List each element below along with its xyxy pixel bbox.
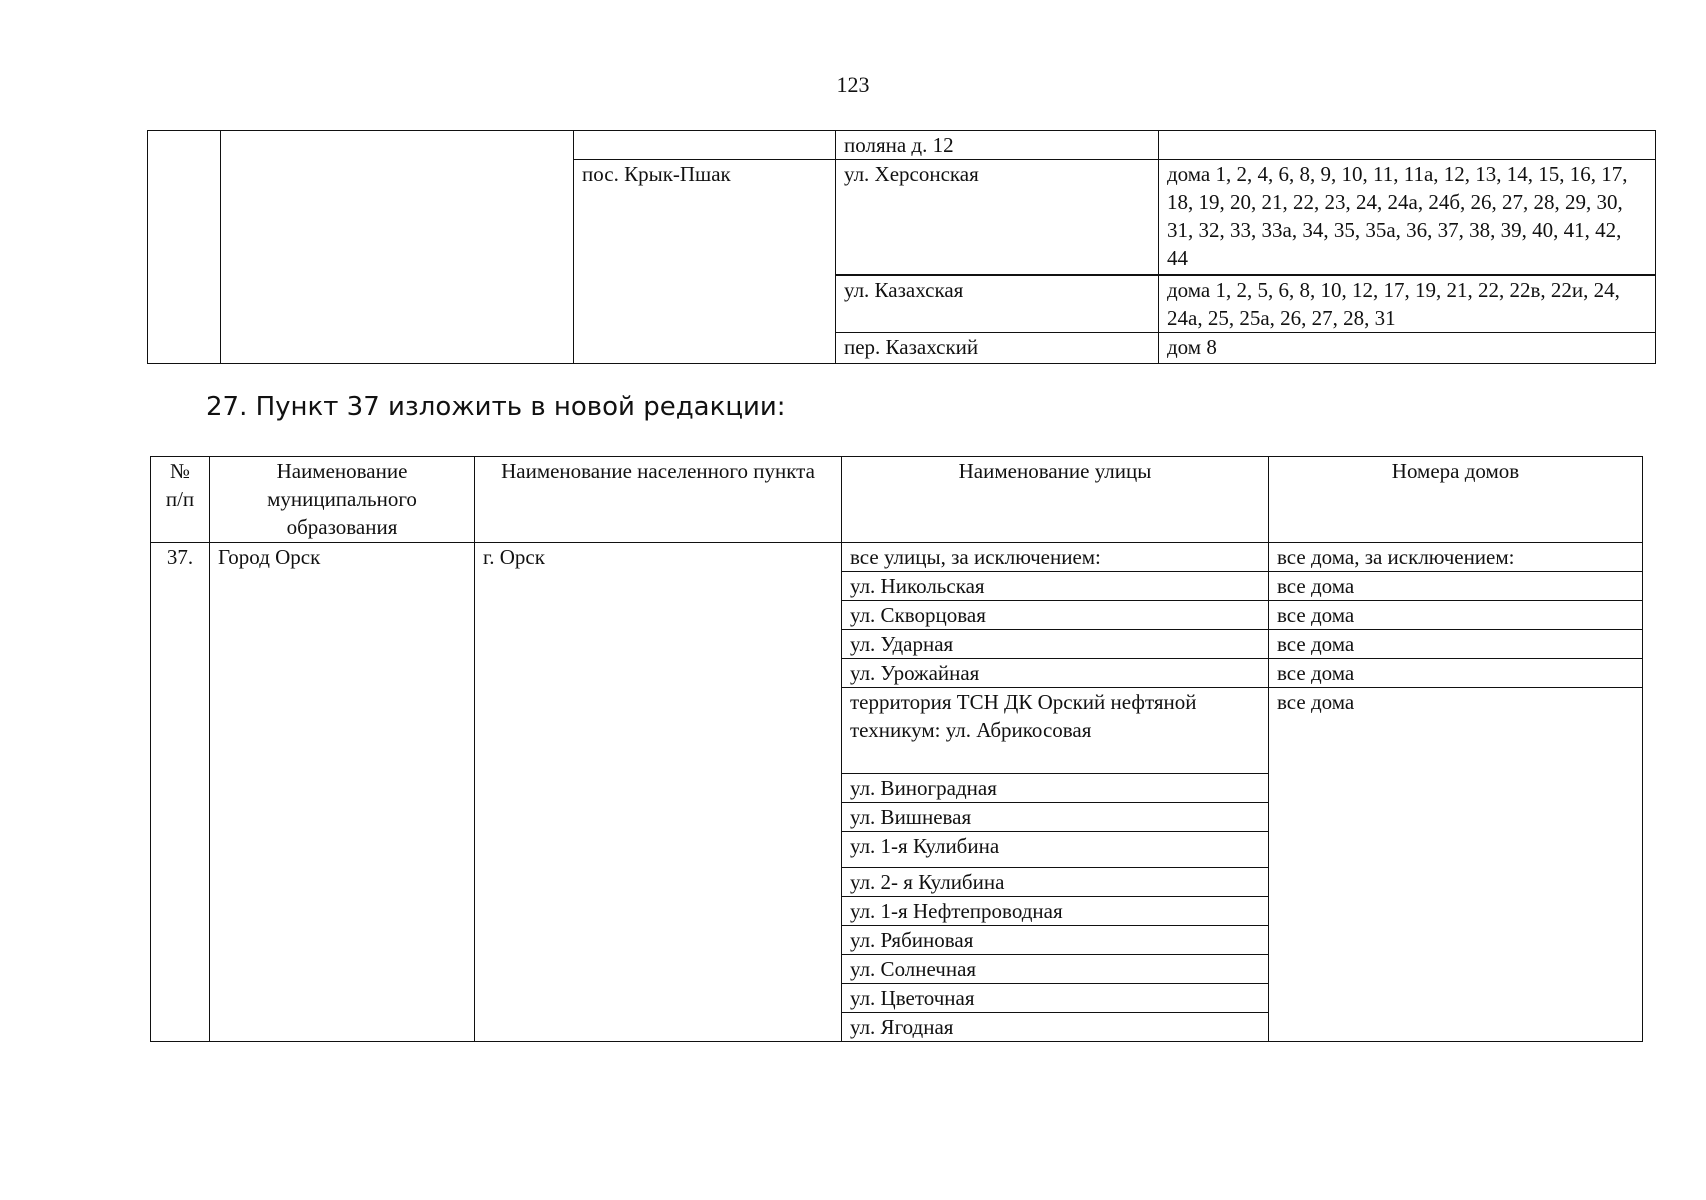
street-cell: ул. Вишневая: [842, 803, 1269, 832]
street-cell: ул. Херсонская: [836, 160, 1159, 275]
header-num: № п/п: [151, 457, 210, 543]
street-cell: ул. Казахская: [836, 275, 1159, 333]
street-cell: ул. Солнечная: [842, 955, 1269, 984]
header-houses: Номера домов: [1269, 457, 1643, 543]
street-cell: ул. Скворцовая: [842, 601, 1269, 630]
locality-cell: пос. Крык-Пшак: [574, 160, 836, 364]
street-cell: ул. Никольская: [842, 572, 1269, 601]
houses-cell: [1159, 131, 1656, 160]
municipality-cell: [221, 131, 574, 364]
street-cell: территория ТСН ДК Орский нефтяной техникум: ул. Абрикосовая: [842, 688, 1269, 774]
houses-cell: все дома: [1269, 688, 1643, 1042]
municipality-cell: Город Орск: [210, 543, 475, 1042]
street-cell: ул. 2- я Кулибина: [842, 868, 1269, 897]
street-cell: ул. 1-я Кулибина: [842, 832, 1269, 868]
locality-cell: [574, 131, 836, 160]
table-row: [148, 131, 1656, 160]
street-cell: все улицы, за исключением:: [842, 543, 1269, 572]
houses-cell: дома 1, 2, 4, 6, 8, 9, 10, 11, 11а, 12, 13, 14, 15, 16, 17, 18, 19, 20, 21, 22, 23, 24, 24а, 24б, 26, 27, 28, 29, 30, 31, 32, 33, 33а, 34, 35, 35а, 36, 37, 38, 39, 40, 41, 42, 44: [1159, 160, 1656, 275]
street-cell: ул. Виноградная: [842, 774, 1269, 803]
street-cell: ул. Ударная: [842, 630, 1269, 659]
header-street: Наименование улицы: [842, 457, 1269, 543]
num-cell: 37.: [151, 543, 210, 1042]
houses-cell: все дома: [1269, 601, 1643, 630]
houses-cell: дом 8: [1159, 333, 1656, 364]
houses-cell: все дома, за исключением:: [1269, 543, 1643, 572]
locality-cell: г. Орск: [475, 543, 842, 1042]
street-cell: ул. Цветочная: [842, 984, 1269, 1013]
street-cell: ул. Ягодная: [842, 1013, 1269, 1042]
houses-cell: все дома: [1269, 630, 1643, 659]
street-cell: ул. 1-я Нефтепроводная: [842, 897, 1269, 926]
num-cell: [148, 131, 221, 364]
street-cell: поляна д. 12: [836, 131, 1159, 160]
houses-cell: все дома: [1269, 659, 1643, 688]
houses-cell: дома 1, 2, 5, 6, 8, 10, 12, 17, 19, 21, 22, 22в, 22и, 24, 24а, 25, 25а, 26, 27, 28, 31: [1159, 275, 1656, 333]
page-number: 123: [836, 72, 870, 97]
street-cell: ул. Урожайная: [842, 659, 1269, 688]
table-row: [151, 543, 1643, 572]
street-cell: пер. Казахский: [836, 333, 1159, 364]
houses-cell: все дома: [1269, 572, 1643, 601]
header-locality: Наименование населенного пункта: [475, 457, 842, 543]
item-37-table: [150, 456, 1643, 1042]
continuation-table: [147, 130, 1656, 364]
header-municipality: Наименование муниципального образования: [210, 457, 475, 543]
section-heading: 27. Пункт 37 изложить в новой редакции:: [206, 392, 786, 422]
street-cell: ул. Рябиновая: [842, 926, 1269, 955]
header-row: [151, 457, 1643, 543]
